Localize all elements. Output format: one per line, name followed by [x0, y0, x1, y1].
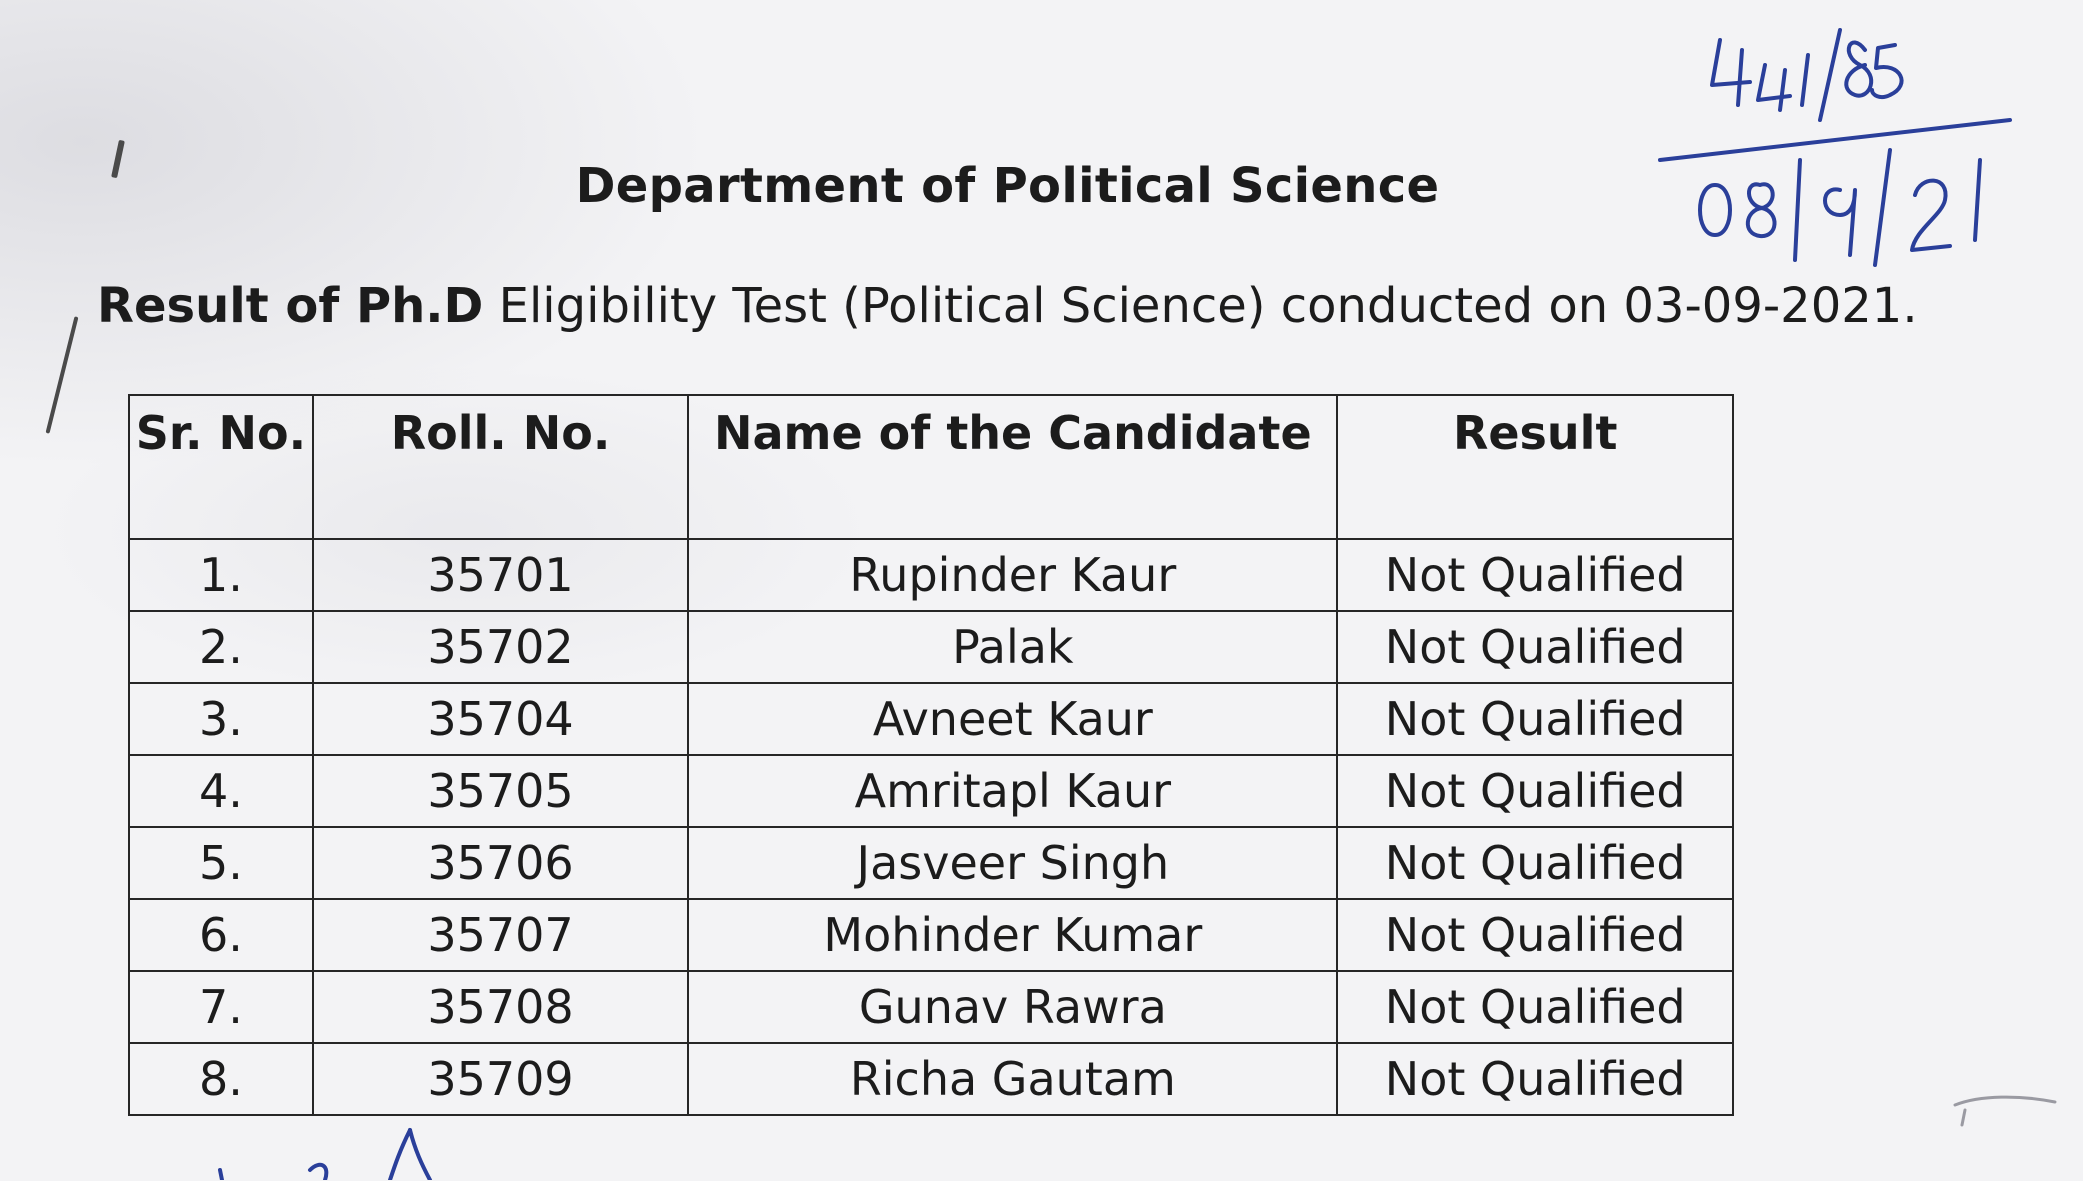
department-heading	[0, 158, 2083, 214]
table-row	[129, 1043, 1733, 1115]
cell-result: Not Qualified	[1337, 539, 1733, 611]
table-header-row	[129, 395, 1733, 539]
table-row	[129, 611, 1733, 683]
table-row	[129, 899, 1733, 971]
header-candidate-name: Name of the Candidate	[688, 395, 1337, 539]
result-table	[128, 394, 1734, 1116]
cell-candidate-name: Amritapl Kaur	[688, 755, 1337, 827]
cell-roll-no: 35701	[313, 539, 688, 611]
cell-result: Not Qualified	[1337, 683, 1733, 755]
cell-sr-no: 3.	[129, 683, 313, 755]
cell-sr-no: 8.	[129, 1043, 313, 1115]
cell-result: Not Qualified	[1337, 611, 1733, 683]
cell-result: Not Qualified	[1337, 899, 1733, 971]
result-description	[97, 278, 1918, 334]
cell-roll-no: 35702	[313, 611, 688, 683]
cell-roll-no: 35708	[313, 971, 688, 1043]
cell-candidate-name: Rupinder Kaur	[688, 539, 1337, 611]
header-sr-no: Sr. No.	[129, 395, 313, 539]
cell-sr-no: 2.	[129, 611, 313, 683]
cell-roll-no: 35707	[313, 899, 688, 971]
cell-sr-no: 6.	[129, 899, 313, 971]
cell-sr-no: 7.	[129, 971, 313, 1043]
cell-candidate-name: Palak	[688, 611, 1337, 683]
result-description-bold: Result of Ph.D	[97, 278, 484, 334]
cell-roll-no: 35706	[313, 827, 688, 899]
table-row	[129, 539, 1733, 611]
header-roll-no: Roll. No.	[313, 395, 688, 539]
cell-result: Not Qualified	[1337, 827, 1733, 899]
cell-result: Not Qualified	[1337, 755, 1733, 827]
cell-candidate-name: Richa Gautam	[688, 1043, 1337, 1115]
cell-sr-no: 4.	[129, 755, 313, 827]
handwritten-reference-note	[1650, 10, 2030, 280]
cell-candidate-name: Gunav Rawra	[688, 971, 1337, 1043]
cell-candidate-name: Mohinder Kumar	[688, 899, 1337, 971]
signature-scribble	[200, 1120, 450, 1180]
cell-sr-no: 1.	[129, 539, 313, 611]
cell-sr-no: 5.	[129, 827, 313, 899]
fold-mark	[46, 316, 79, 433]
cell-roll-no: 35705	[313, 755, 688, 827]
cell-result: Not Qualified	[1337, 971, 1733, 1043]
department-title: Department of Political Science	[575, 158, 1440, 214]
table-row	[129, 971, 1733, 1043]
result-description-text: Eligibility Test (Political Science) conducted on 03-09-2021.	[483, 278, 1918, 334]
paper-smudge	[1950, 1090, 2060, 1130]
cell-roll-no: 35709	[313, 1043, 688, 1115]
header-result: Result	[1337, 395, 1733, 539]
cell-candidate-name: Avneet Kaur	[688, 683, 1337, 755]
table-row	[129, 755, 1733, 827]
table-row	[129, 683, 1733, 755]
cell-roll-no: 35704	[313, 683, 688, 755]
table-row	[129, 827, 1733, 899]
cell-result: Not Qualified	[1337, 1043, 1733, 1115]
cell-candidate-name: Jasveer Singh	[688, 827, 1337, 899]
